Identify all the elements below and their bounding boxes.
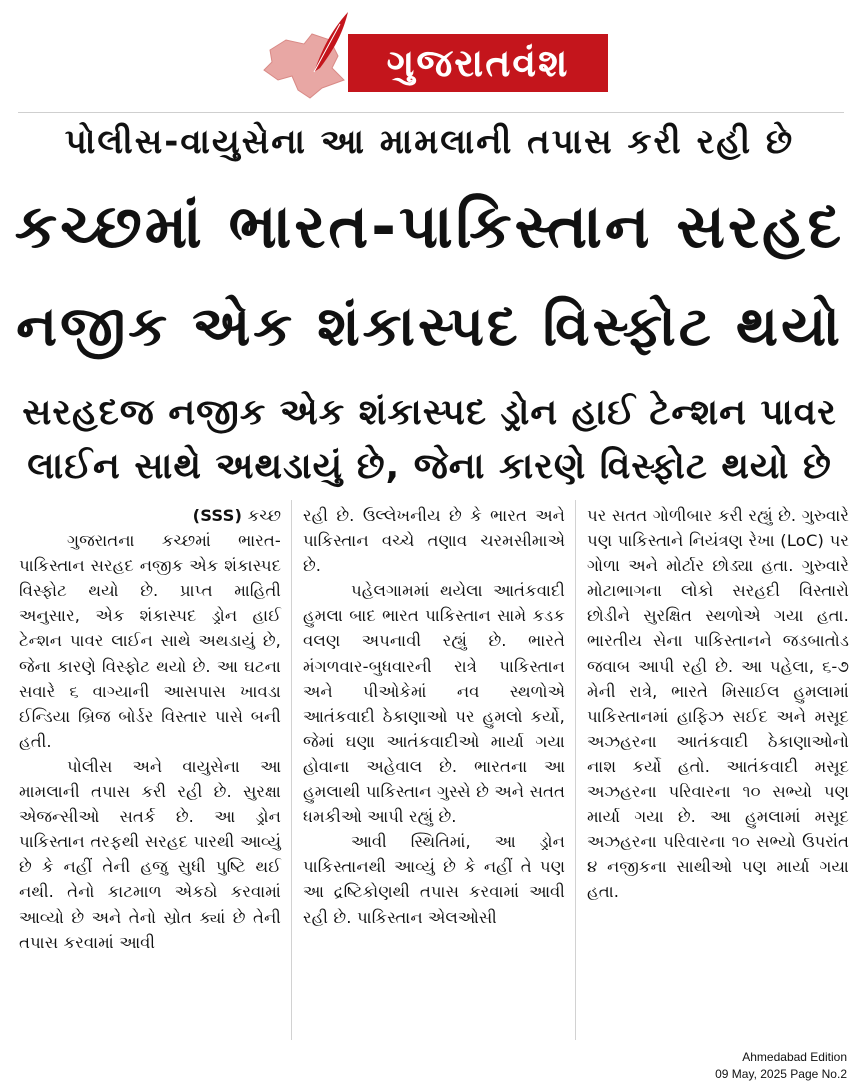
main-headline-line-1: કચ્છમાં ભારત-પાકિસ્તાન સરહદ: [14, 192, 845, 262]
paragraph: પહેલગામમાં થયેલા આતંકવાદી હુમલા બાદ ભારત પાકિસ્તાન સામે કડક વલણ અપનાવી રહ્યું છે. ભારતે મંગળવાર-બુધવારની રાત્રે પાકિસ્તાન અને પીઓકેમાં નવ સ્થળોએ આતંકવાદી ઠેકાણાઓ પર હુમલો કર્યો, જેમાં ઘણા આતંકવાદીઓ માર્યા ગયા હોવાના અહેવાલ છે. ભારતના આ હુમલાથી પાકિસ્તાન ગુસ્સે છે અને સતત ધમકીઓ આપી રહ્યું છે.: [303, 581, 565, 827]
kicker-headline: પોલીસ-વાયુસેના આ મામલાની તપાસ કરી રહી છે: [64, 122, 795, 162]
column-divider: [575, 500, 576, 1040]
column-divider: [291, 500, 292, 1040]
masthead: [0, 0, 859, 110]
edition-date-page: 09 May, 2025 Page No.2: [715, 1067, 847, 1081]
paragraph: પોલીસ અને વાયુસેના આ મામલાની તપાસ કરી રહી છે. સુરક્ષા એજન્સીઓ સતર્ક છે. આ ડ્રોન પાકિસ્તાન તરફથી સરહદ પારથી આવ્યું છે કે નહીં તેની હજુ સુધી પુષ્ટિ થઈ નથી. તેનો કાટમાળ એકઠો કરવામાં આવ્યો છે અને તેનો સ્રોત ક્યાં છે તેની તપાસ કરવામાં આવી: [19, 756, 281, 952]
dateline-agency: (SSS): [192, 506, 243, 525]
paragraph-continued: પર સતત ગોળીબાર કરી રહ્યું છે. ગુરુવારે પણ પાકિસ્તાને નિયંત્રણ રેખા (LoC) પર ગોળા અને મોર્ટાર છોડ્યા હતા. ગુરુવારે મોટાભાગના લોકો સરહદી વિસ્તારો છોડીને સુરક્ષિત સ્થળોએ ગયા હતા. ભારતીય સેના પાકિસ્તાનને જડબાતોડ જવાબ આપી રહી છે. આ પહેલા, ૬-૭ મેની રાત્રે, ભારતે મિસાઈલ હુમલામાં પાકિસ્તાનમાં હાફિઝ સઈદ અને મસૂદ અઝહરના આતંકવાદી ઠેકાણાઓનો નાશ કર્યો હતો. આતંકવાદી મસૂદ અઝહરના પરિવારના ૧૦ સભ્યો પણ માર્યા ગયા છે. આ હુમલામાં મસૂદ અઝહરના પરિવારના ૧૦ સભ્યો ઉપરાંત ૪ નજીકના સાથીઓ પણ માર્યા ગયા હતા.: [587, 506, 849, 902]
paragraph-continued: રહી છે. ઉલ્લેખનીય છે કે ભારત અને પાકિસ્તાન વચ્ચે તણાવ ચરમસીમાએ છે.: [303, 506, 565, 576]
edition-name: Ahmedabad Edition: [742, 1050, 847, 1064]
article-column-3: [587, 503, 849, 905]
dateline-paragraph: [19, 503, 281, 528]
masthead-logo: ગુજરાતવંશ: [348, 34, 608, 92]
subheadline-line-1: સરહદજ નજીક એક શંકાસ્પદ ડ્રોન હાઈ ટેન્શન પાવર: [22, 392, 837, 433]
dateline-place: કચ્છ: [242, 506, 281, 525]
article-column-1: [19, 503, 281, 955]
subheadline-line-2: લાઈન સાથે અથડાયું છે, જેના કારણે વિસ્ફોટ થયો છે: [27, 446, 832, 487]
top-divider: [18, 112, 844, 113]
article-column-2: [303, 503, 565, 930]
edition-info: [715, 1049, 847, 1083]
paragraph: આવી સ્થિતિમાં, આ ડ્રોન પાકિસ્તાનથી આવ્યું છે કે નહીં તે પણ આ દ્રષ્ટિકોણથી તપાસ કરવામાં આવી રહી છે. પાકિસ્તાન એલઓસી: [303, 832, 565, 927]
paragraph: ગુજરાતના કચ્છમાં ભારત-પાકિસ્તાન સરહદ નજીક એક શંકાસ્પદ વિસ્ફોટ થયો છે. પ્રાપ્ત માહિતી અનુસાર, એક શંકાસ્પદ ડ્રોન હાઈ ટેન્શન પાવર લાઈન સાથે અથડાયું છે, જેના કારણે વિસ્ફોટ થયો છે. આ ઘટના સવારે ૬ વાગ્યાની આસપાસ ખાવડા ઈન્ડિયા બ્રિજ બોર્ડર વિસ્તાર પાસે બની હતી.: [19, 531, 281, 751]
main-headline-line-2: નજીક એક શંકાસ્પદ વિસ્ફોટ થયો: [16, 294, 843, 358]
